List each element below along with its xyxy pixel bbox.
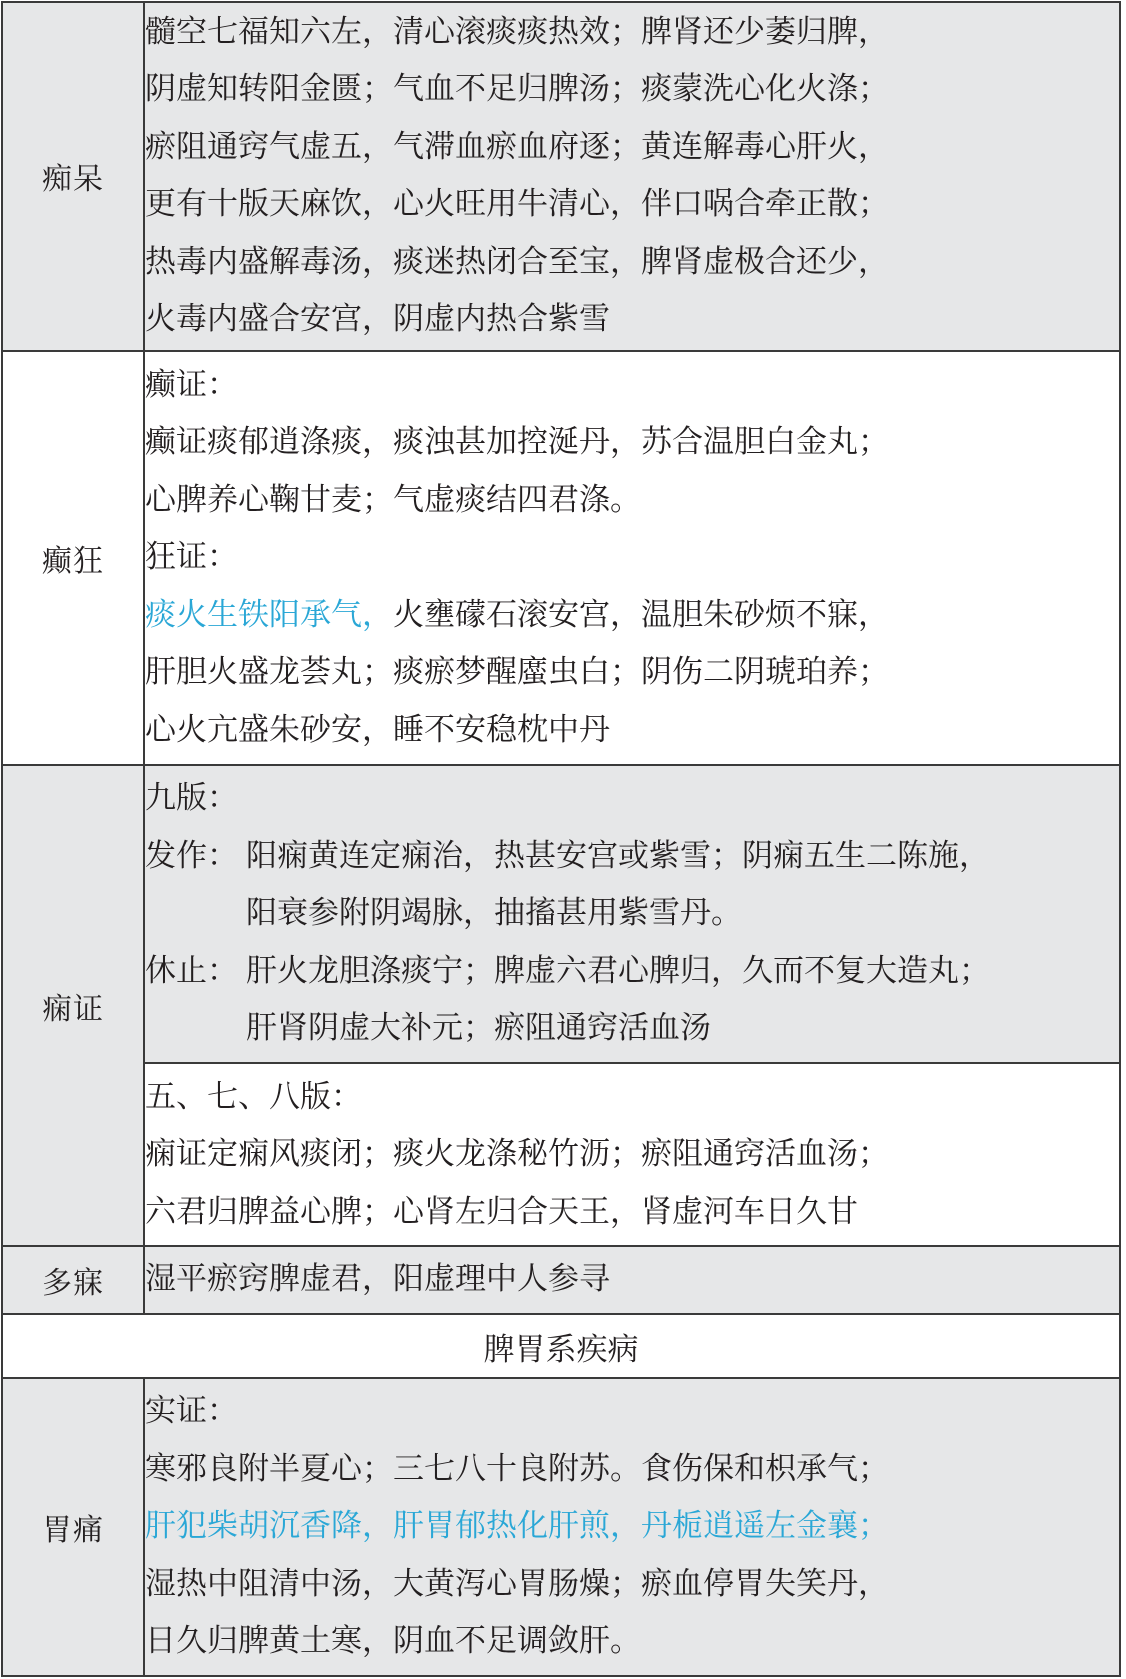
formula-text: 肝火龙胆涤痰宁；脾虚六君心脾归，久而不复大造丸； (246, 952, 990, 989)
mnemonic-table (1, 1, 1121, 1677)
formula-line (145, 885, 1119, 943)
formula-content (144, 351, 1120, 765)
formula-line: 痫证定痫风痰闭；痰火龙涤秘竹沥；瘀阻通窍活血汤； (145, 1136, 889, 1173)
phase-label: 休止： (145, 952, 238, 989)
formula-content (144, 1063, 1120, 1246)
formula-line (145, 943, 1119, 1001)
disease-name: 多寐 (2, 1246, 144, 1314)
formula-line (145, 587, 1119, 645)
row-diankuang (2, 351, 1120, 765)
sub-heading: 癫证： (145, 366, 238, 403)
formula-line: 湿热中阻清中汤，大黄泻心胃肠燥；瘀血停胃失笑丹， (145, 1565, 889, 1602)
formula-line: 瘀阻通窍气虚五，气滞血瘀血府逐；黄连解毒心肝火， (145, 128, 889, 165)
sub-heading: 五、七、八版： (145, 1078, 362, 1115)
formula-line: 日久归脾黄土寒，阴血不足调敛肝。 (145, 1623, 641, 1660)
sub-heading: 狂证： (145, 539, 238, 576)
formula-line: 寒邪良附半夏心；三七八十良附苏。食伤保和枳承气； (145, 1450, 889, 1487)
formula-line: 湿平瘀窍脾虚君，阳虚理中人参寻 (145, 1261, 610, 1298)
formula-line: 火毒内盛合安宫，阴虚内热合紫雪 (145, 301, 610, 338)
section-title: 脾胃系疾病 (2, 1314, 1120, 1378)
row-section-title (2, 1314, 1120, 1378)
phase-label: 发作： (145, 837, 238, 874)
formula-text: 火壅礞石滚安宫，温胆朱砂烦不寐， (393, 596, 889, 633)
formula-content (144, 2, 1120, 351)
highlighted-formula-line: 肝犯柴胡沉香降，肝胃郁热化肝煎，丹栀逍遥左金襄； (145, 1508, 889, 1545)
row-chidai (2, 2, 1120, 351)
formula-line: 髓空七福知六左，清心滚痰痰热效；脾肾还少萎归脾， (145, 13, 889, 50)
disease-name: 痫证 (2, 765, 144, 1246)
formula-line: 心火亢盛朱砂安，睡不安稳枕中丹 (145, 711, 610, 748)
disease-name: 胃痛 (2, 1378, 144, 1676)
formula-line (145, 828, 1119, 886)
formula-line: 肝胆火盛龙荟丸；痰瘀梦醒䗪虫白；阴伤二阴琥珀养； (145, 654, 889, 691)
disease-name: 痴呆 (2, 2, 144, 351)
formula-line: 心脾养心鞠甘麦；气虚痰结四君涤。 (145, 481, 641, 518)
formula-line: 阴虚知转阳金匮；气血不足归脾汤；痰蒙洗心化火涤； (145, 71, 889, 108)
formula-line (145, 1000, 1119, 1058)
sub-heading: 九版： (145, 780, 238, 817)
formula-text: 阳痫黄连定痫治，热甚安宫或紫雪；阴痫五生二陈施， (246, 837, 990, 874)
formula-line: 六君归脾益心脾；心肾左归合天王，肾虚河车日久甘 (145, 1193, 858, 1230)
formula-content (144, 1378, 1120, 1676)
row-duomei (2, 1246, 1120, 1314)
formula-text: 阳衰参附阴竭脉，抽搐甚用紫雪丹。 (246, 895, 742, 932)
disease-name: 癫狂 (2, 351, 144, 765)
row-xianzheng-part2 (2, 1063, 1120, 1246)
row-xianzheng (2, 765, 1120, 1064)
formula-content (144, 765, 1120, 1064)
sub-heading: 实证： (145, 1393, 238, 1430)
highlighted-text: 痰火生铁阳承气， (145, 596, 393, 633)
formula-line: 癫证痰郁逍涤痰，痰浊甚加控涎丹，苏合温胆白金丸； (145, 424, 889, 461)
row-weitong (2, 1378, 1120, 1676)
formula-line: 更有十版天麻饮，心火旺用牛清心，伴口㖞合牵正散； (145, 186, 889, 223)
formula-content (144, 1246, 1120, 1314)
formula-line: 热毒内盛解毒汤，痰迷热闭合至宝，脾肾虚极合还少， (145, 243, 889, 280)
formula-text: 肝肾阴虚大补元；瘀阻通窍活血汤 (246, 1010, 711, 1047)
